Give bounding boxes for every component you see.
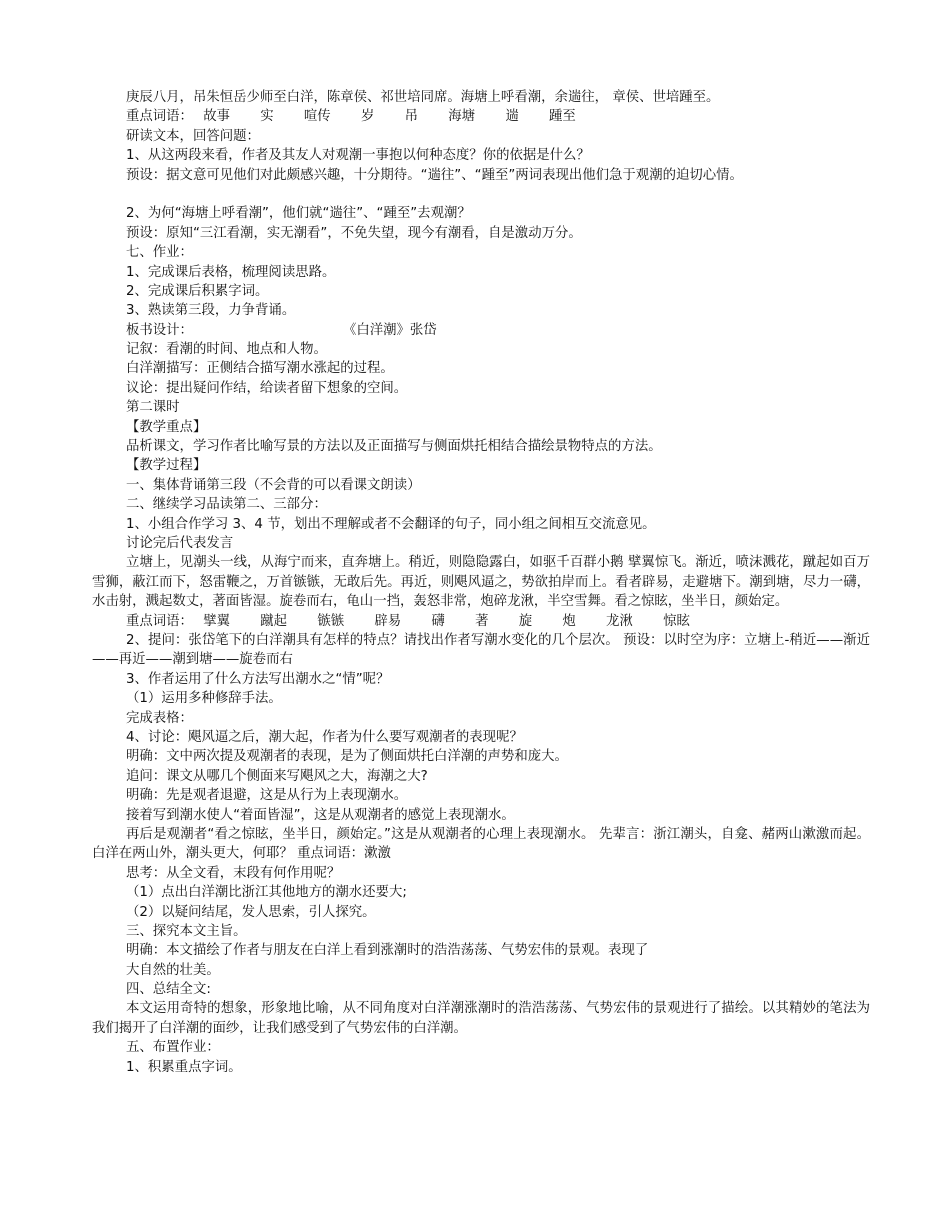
answer: 明确：本文描绘了作者与朋友在白洋上看到涨潮时的浩浩荡荡、气势宏伟的景观。表现了	[126, 943, 649, 959]
answer: 预设：据文意可见他们对此颇感兴趣，十分期待。“遄往”、“踵至”两词表现出他们急于观潮的迫切心情。	[126, 167, 743, 183]
key-word: 岁	[360, 109, 375, 125]
key-words-label: 重点词语：	[126, 109, 193, 125]
summary-paragraph: 本文运用奇特的想象，形象地比喻，从不同角度对白洋潮涨潮时的浩浩荡荡、气势宏伟的景观进行了描绘。以其精妙的笔法为我们揭开了白洋潮的面纱，让我们感受到了气势宏伟的白洋潮。	[92, 1001, 870, 1036]
key-word: 辟易	[374, 613, 402, 629]
text-line: 讨论完后代表发言	[126, 535, 234, 551]
list-item: 1、完成课后表格，梳理阅读思路。	[126, 264, 336, 280]
key-word: 惊眩	[663, 613, 690, 629]
question: 思考：从全文看，末段有何作用呢？	[126, 865, 341, 881]
key-word: 著	[475, 613, 489, 629]
text-line: 白洋潮描写：正侧结合描写潮水涨起的过程。	[126, 361, 394, 377]
list-item: 1、积累重点字词。	[126, 1059, 242, 1075]
board-design-label: 板书设计：	[126, 322, 193, 338]
section-heading: 【教学重点】	[126, 419, 207, 435]
question: 4、讨论：飓风逼之后，潮大起，作者为什么要写观潮者的表现呢？	[126, 729, 523, 745]
key-word: 故事	[203, 109, 230, 125]
text-line: 接着写到潮水使人“着面皆湿”，这是从观潮者的感觉上表现潮水。	[126, 807, 515, 823]
key-word: 擘翼	[203, 613, 230, 629]
text-line: 议论：提出疑问作结，给读者留下想象的空间。	[126, 380, 408, 396]
board-design-title: 《白洋潮》张岱	[342, 322, 437, 338]
answer: 预设：原知“三江看潮，实无潮看”，不免失望，现今有潮看，自是激动万分。	[126, 225, 582, 241]
key-word: 吊	[404, 109, 419, 125]
document-body	[92, 88, 870, 1077]
list-item: 3、熟读第三段，力争背诵。	[126, 303, 296, 319]
quoted-passage: 立塘上，见潮头一线，从海宁而来，直奔塘上。稍近，则隐隐露白，如驱千百群小鹅 擘翼惊飞。渐近，喷沫溅花，蹴起如百万雪狮，蔽江而下，怒雷鞭之，万首镞镞，无敢后先。再近，则飓风逼之，势欲拍岸而上。看者辟易，走避塘下。潮到塘，尽力一礴，水击射，溅起数丈，著面皆湿。旋卷而右，龟山一挡，轰怒非常，炮碎龙湫，半空雪舞。看之惊眩，坐半日，颜始定。	[92, 555, 870, 610]
board-design-line	[92, 321, 870, 340]
text-line: 完成表格：	[126, 710, 193, 726]
text-line: 二、继续学习品读第二、三部分：	[126, 497, 327, 513]
key-word: 踵至	[548, 109, 576, 125]
key-word: 实	[260, 109, 274, 125]
question: 3、作者运用了什么方法写出潮水之“情”呢？	[126, 671, 390, 687]
question: 1、从这两段来看，作者及其友人对观潮一事抱以何种态度？你的依据是什么？	[126, 148, 590, 164]
section-heading: 三、探究本文主旨。	[126, 923, 247, 939]
text-paragraph: 再后是观潮者“看之惊眩，坐半日，颜始定。”这是从观潮者的心理上表现潮水。 先辈言：浙江潮头，自龛、赭两山漱激而起。白洋在两山外，潮头更大，何耶？ 重点词语：漱激	[92, 826, 870, 862]
answer: 明确：先是观者退避，这是从行为上表现潮水。	[126, 788, 408, 804]
key-word: 蹴起	[260, 613, 288, 629]
question-paragraph: 2、提问：张岱笔下的白洋潮具有怎样的特点？请找出作者写潮水变化的几个层次。 预设：以时空为序：立塘上-稍近——渐近——再近——潮到塘——旋卷而右	[92, 632, 870, 668]
text-line: 研读文本，回答问题：	[126, 128, 260, 144]
text-line: 大自然的壮美。	[126, 962, 220, 978]
lesson-heading: 第二课时	[126, 400, 180, 416]
text-line: 品析课文，学习作者比喻写景的方法以及正面描写与侧面烘托相结合描绘景物特点的方法。	[126, 439, 662, 455]
text-line: 一、集体背诵第三段（不会背的可以看课文朗读）	[126, 477, 421, 493]
section-heading: 四、总结全文:	[126, 982, 211, 998]
text-line: 庚辰八月，吊朱恒岳少师至白洋，陈章侯、祁世培同席。海塘上呼看潮，余遄往， 章侯、世培踵至。	[126, 90, 720, 105]
key-words-line	[92, 612, 870, 631]
key-word: 旋	[518, 613, 533, 629]
text-line: 追问：课文从哪几个侧面来写飓风之大，海潮之大?	[126, 768, 428, 784]
section-heading: 七、作业：	[126, 245, 193, 261]
key-word: 喧传	[303, 109, 331, 125]
blank-line	[92, 185, 870, 204]
key-word: 礴	[431, 613, 445, 629]
answer: 明确：文中两次提及观潮者的表现，是为了侧面烘托白洋潮的声势和庞大。	[126, 749, 568, 765]
text-line: （1）运用多种修辞手法。	[126, 691, 282, 707]
section-heading: 【教学过程】	[126, 458, 207, 474]
question: 2、为何“海塘上呼看潮”，他们就“遄往”、“踵至”去观潮？	[126, 206, 471, 222]
list-item: 2、完成课后积累字词。	[126, 283, 269, 299]
key-word: 镞镞	[317, 613, 345, 629]
key-words-line	[92, 107, 870, 126]
list-item: （2）以疑问结尾，发人思索，引人探究。	[126, 904, 376, 920]
key-word: 炮	[562, 613, 576, 629]
key-word: 海塘	[448, 109, 476, 125]
key-word: 遄	[505, 109, 519, 125]
text-line: 1、小组合作学习 3、4 节，划出不理解或者不会翻译的句子，同小组之间相互交流意见。	[126, 516, 656, 532]
text-line: 记叙：看潮的时间、地点和人物。	[126, 342, 327, 358]
list-item: （1）点出白洋潮比浙江其他地方的潮水还要大;	[126, 885, 407, 901]
section-heading: 五、布置作业：	[126, 1040, 220, 1056]
key-word: 龙湫	[606, 613, 633, 629]
key-words-label: 重点词语：	[126, 613, 193, 629]
